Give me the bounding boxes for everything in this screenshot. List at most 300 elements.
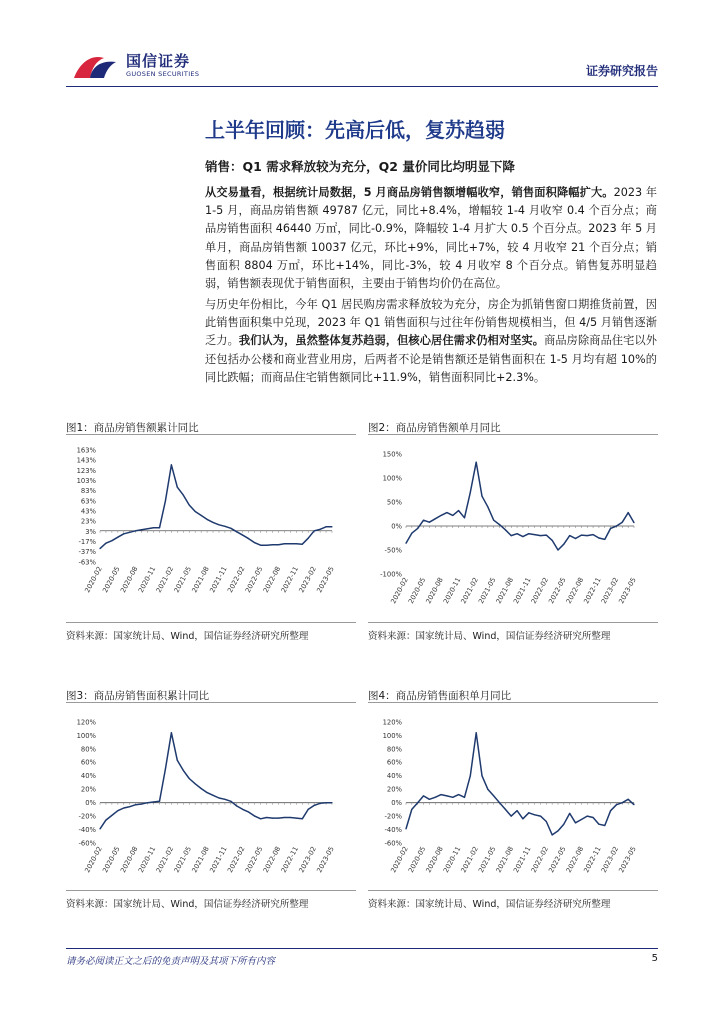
data-point — [212, 795, 213, 796]
x-tick-label: 2020-11 — [136, 565, 158, 595]
data-point — [405, 543, 406, 544]
chart-sales-area-monthly-yoy — [368, 706, 658, 891]
y-tick-label: 60% — [80, 758, 96, 767]
figure-source: 资料来源：国家统计局、Wind，国信证券经济研究所整理 — [66, 631, 309, 642]
data-point — [189, 504, 190, 505]
data-point — [165, 768, 166, 769]
data-point — [141, 529, 142, 530]
y-tick-label: 0% — [85, 799, 96, 808]
data-point — [464, 797, 465, 798]
y-tick-label: -40% — [78, 825, 96, 834]
y-tick-label: -100% — [380, 570, 402, 579]
data-point — [272, 544, 273, 545]
x-tick-label: 2022-02 — [226, 845, 247, 875]
data-point — [117, 810, 118, 811]
data-point — [254, 542, 255, 543]
x-tick-label: 2020-02 — [389, 576, 410, 606]
x-tick-label: 2021-02 — [154, 845, 176, 875]
x-tick-label: 2022-08 — [564, 845, 586, 875]
data-point — [171, 464, 172, 465]
data-point — [242, 535, 243, 536]
x-tick-label: 2021-05 — [172, 565, 193, 595]
figure-4 — [368, 684, 658, 914]
x-tick-label: 2020-11 — [136, 845, 158, 875]
data-point — [195, 511, 196, 512]
data-point — [177, 760, 178, 761]
y-tick-label: -60% — [384, 839, 402, 848]
x-tick-label: 2023-02 — [297, 565, 318, 595]
figure-source: 资料来源：国家统计局、Wind，国信证券经济研究所整理 — [368, 899, 611, 910]
data-point — [290, 543, 291, 544]
chart-sales-area-cumulative-yoy — [66, 706, 356, 891]
data-point — [405, 828, 406, 829]
data-point — [522, 818, 523, 819]
data-point — [302, 544, 303, 545]
figure-title-row — [66, 684, 356, 703]
figure-source-divider — [368, 890, 658, 891]
chart-sales-amount-cumulative-yoy — [66, 438, 356, 623]
data-point — [446, 512, 447, 513]
data-point — [308, 538, 309, 539]
data-point — [129, 806, 130, 807]
data-point — [622, 522, 623, 523]
data-point — [411, 533, 412, 534]
data-point — [616, 804, 617, 805]
y-tick-label: -60% — [78, 839, 96, 848]
figure-title-row — [368, 416, 658, 435]
x-tick-label: 2020-05 — [101, 565, 122, 595]
data-point — [429, 522, 430, 523]
data-point — [493, 795, 494, 796]
data-point — [628, 799, 629, 800]
data-point — [278, 818, 279, 819]
x-tick-label: 2022-11 — [279, 565, 301, 595]
data-point — [610, 528, 611, 529]
paragraph-lead: 从交易量看，根据统计局数据，5 月商品房销售额增幅收窄，销售面积降幅扩大。 — [205, 186, 614, 199]
y-tick-label: -20% — [384, 812, 402, 821]
x-tick-label: 2020-05 — [406, 845, 428, 875]
data-point — [195, 783, 196, 784]
y-tick-label: 0% — [391, 799, 402, 808]
data-point — [435, 518, 436, 519]
data-point — [284, 817, 285, 818]
data-point — [633, 522, 634, 523]
data-point — [224, 799, 225, 800]
x-tick-label: 2023-05 — [617, 845, 638, 875]
paragraph-body-a: 与历史年份相比，今年 Q1 居民购房需求释放较为充分，房企为抓销售窗口期推货前置，因此销售面积集中兑现，2023 年 Q1 销售面积与过往年份销售规模相当，但 4/5 月销售逐渐乏力。 — [205, 298, 657, 348]
data-point — [552, 834, 553, 835]
disclaimer-note: 请务必阅读正文之后的免责声明及其项下所有内容 — [66, 956, 276, 967]
y-tick-label: 40% — [80, 772, 96, 781]
y-tick-label: 43% — [80, 507, 96, 516]
data-point — [236, 531, 237, 532]
data-point — [236, 805, 237, 806]
data-point — [105, 820, 106, 821]
data-point — [552, 540, 553, 541]
x-tick-label: 2020-05 — [101, 845, 122, 875]
page-number: 5 — [651, 953, 658, 964]
x-tick-label: 2021-11 — [208, 845, 229, 875]
data-point — [557, 549, 558, 550]
y-tick-label: 40% — [386, 772, 402, 781]
data-point — [446, 795, 447, 796]
data-point — [546, 535, 547, 536]
data-point — [123, 533, 124, 534]
section-title: 上半年回顾：先高后低，复苏趋弱 — [205, 118, 505, 142]
data-point — [159, 801, 160, 802]
data-point — [153, 527, 154, 528]
data-point — [206, 792, 207, 793]
x-tick-label: 2021-11 — [512, 845, 533, 875]
data-point — [129, 532, 130, 533]
footer-divider — [66, 948, 658, 949]
x-tick-label: 2020-11 — [441, 576, 463, 606]
data-point — [135, 530, 136, 531]
data-point — [516, 533, 517, 534]
x-tick-label: 2022-08 — [564, 576, 586, 606]
data-point — [111, 815, 112, 816]
data-point — [331, 526, 332, 527]
data-point — [487, 506, 488, 507]
data-point — [505, 809, 506, 810]
y-tick-label: -20% — [78, 812, 96, 821]
x-tick-label: 2022-11 — [582, 845, 603, 875]
data-point — [141, 803, 142, 804]
data-point — [260, 545, 261, 546]
x-tick-label: 2020-02 — [389, 845, 410, 875]
data-point — [248, 811, 249, 812]
y-tick-label: 120% — [76, 718, 96, 727]
x-tick-label: 2023-05 — [315, 845, 336, 875]
data-point — [290, 817, 291, 818]
data-point — [278, 544, 279, 545]
x-tick-label: 2020-11 — [441, 845, 463, 875]
x-tick-label: 2020-08 — [424, 576, 445, 606]
x-tick-label: 2022-11 — [582, 576, 603, 606]
x-tick-label: 2020-08 — [119, 845, 140, 875]
data-point — [581, 819, 582, 820]
x-tick-label: 2021-05 — [477, 576, 498, 606]
data-point — [534, 814, 535, 815]
data-point — [569, 813, 570, 814]
data-point — [147, 528, 148, 529]
data-point — [481, 775, 482, 776]
data-point — [429, 799, 430, 800]
data-point — [99, 548, 100, 549]
x-tick-label: 2022-02 — [226, 565, 247, 595]
y-tick-label: 0% — [391, 522, 402, 531]
x-tick-label: 2023-02 — [599, 845, 621, 875]
data-point — [99, 828, 100, 829]
data-point — [464, 517, 465, 518]
data-point — [511, 535, 512, 536]
data-point — [147, 802, 148, 803]
y-tick-label: 123% — [76, 466, 96, 475]
data-point — [266, 545, 267, 546]
figure-source: 资料来源：国家统计局、Wind，国信证券经济研究所整理 — [66, 899, 309, 910]
data-point — [177, 487, 178, 488]
paragraph-body: 2023 年 1-5 月，商品房销售额 49787 亿元，同比+8.4%，增幅较 1-4 月收窄 0.4 个百分点；商品房销售面积 46440 万㎡，同比-0.9%，降幅较 1-4 月扩大 0.5 个百分点。2023 年 5 月单月，商品房销售额 10037 亿元，环比+9%，同比+7%，较 4 月收窄 21 个百分点；销售面积 8804 万㎡，环比+14%，同比-3%，较 4 月收窄 8 个百分点。销售复苏明显趋弱，销售额表现优于销售面积，主要由于销售均价仍在高位。 — [205, 186, 658, 291]
x-tick-label: 2021-02 — [154, 565, 176, 595]
figure-2 — [368, 416, 658, 646]
data-point — [105, 543, 106, 544]
figure-title-row — [368, 684, 658, 703]
data-point — [598, 824, 599, 825]
x-tick-label: 2021-02 — [459, 576, 480, 606]
data-point — [242, 809, 243, 810]
brand-name: 国信证券 — [126, 52, 191, 70]
data-point — [575, 822, 576, 823]
data-point — [260, 818, 261, 819]
data-point — [272, 818, 273, 819]
x-tick-label: 2023-05 — [617, 576, 638, 606]
figure-source-divider — [66, 622, 356, 623]
figure-1 — [66, 416, 356, 646]
figure-source-divider — [66, 890, 356, 891]
chart-sales-amount-monthly-yoy — [368, 438, 658, 623]
figure-title: 图3：商品房销售面积累计同比 — [66, 690, 210, 702]
data-point — [452, 515, 453, 516]
y-tick-label: 120% — [382, 718, 402, 727]
x-tick-label: 2021-11 — [512, 576, 533, 606]
y-tick-label: 63% — [80, 497, 96, 506]
y-tick-label: 100% — [76, 731, 96, 740]
x-tick-label: 2021-11 — [208, 565, 229, 595]
y-tick-label: 100% — [382, 731, 402, 740]
data-point — [201, 788, 202, 789]
data-point — [610, 810, 611, 811]
data-point — [296, 543, 297, 544]
x-tick-label: 2022-05 — [547, 845, 568, 875]
data-point — [528, 533, 529, 534]
data-point — [284, 543, 285, 544]
y-tick-label: 23% — [80, 517, 96, 526]
data-point — [435, 797, 436, 798]
paragraph-sales-volume — [205, 184, 657, 293]
data-point — [153, 801, 154, 802]
x-tick-label: 2020-02 — [83, 565, 104, 595]
data-point — [522, 536, 523, 537]
report-header — [0, 0, 724, 90]
y-tick-label: 143% — [76, 456, 96, 465]
data-point — [616, 525, 617, 526]
data-point — [458, 794, 459, 795]
data-point — [159, 527, 160, 528]
data-point — [622, 802, 623, 803]
document-type: 证券研究报告 — [585, 64, 658, 78]
data-point — [470, 775, 471, 776]
x-tick-label: 2020-05 — [406, 576, 428, 606]
data-point — [528, 812, 529, 813]
data-point — [417, 528, 418, 529]
figure-title: 图1：商品房销售额累计同比 — [66, 422, 199, 434]
y-tick-label: 60% — [386, 758, 402, 767]
data-point — [563, 824, 564, 825]
figure-source-divider — [368, 622, 658, 623]
data-point — [183, 770, 184, 771]
data-point — [587, 535, 588, 536]
data-point — [117, 537, 118, 538]
series-line — [100, 733, 332, 829]
data-point — [440, 515, 441, 516]
data-point — [320, 803, 321, 804]
x-tick-label: 2023-05 — [315, 565, 336, 595]
data-point — [230, 801, 231, 802]
data-point — [417, 802, 418, 803]
x-tick-label: 2020-08 — [424, 845, 445, 875]
x-tick-label: 2022-05 — [243, 565, 265, 595]
y-tick-label: 50% — [386, 498, 402, 507]
x-tick-label: 2021-05 — [477, 845, 498, 875]
data-point — [592, 817, 593, 818]
data-point — [499, 524, 500, 525]
data-point — [458, 510, 459, 511]
x-tick-label: 2022-08 — [261, 845, 283, 875]
data-point — [224, 526, 225, 527]
x-tick-label: 2021-02 — [459, 845, 480, 875]
data-point — [254, 816, 255, 817]
data-point — [331, 802, 332, 803]
data-point — [598, 537, 599, 538]
data-point — [201, 515, 202, 516]
x-tick-label: 2021-05 — [172, 845, 193, 875]
y-tick-label: 20% — [386, 785, 402, 794]
series-line — [406, 462, 634, 550]
series-line — [406, 733, 634, 835]
y-tick-label: 80% — [386, 745, 402, 754]
x-tick-label: 2022-05 — [243, 845, 265, 875]
data-point — [218, 797, 219, 798]
data-point — [165, 500, 166, 501]
figure-title: 图4：商品房销售面积单月同比 — [368, 690, 512, 702]
data-point — [452, 797, 453, 798]
y-tick-label: 103% — [76, 476, 96, 485]
data-point — [505, 529, 506, 530]
y-tick-label: -17% — [78, 538, 96, 547]
data-point — [563, 544, 564, 545]
section-subheading: 销售：Q1 需求释放较为充分，Q2 量价同比均明显下降 — [205, 159, 515, 174]
data-point — [499, 802, 500, 803]
data-point — [592, 534, 593, 535]
data-point — [206, 519, 207, 520]
data-point — [604, 825, 605, 826]
data-point — [111, 540, 112, 541]
data-point — [540, 816, 541, 817]
figure-title-row — [66, 416, 356, 435]
x-tick-label: 2023-02 — [599, 576, 621, 606]
data-point — [325, 526, 326, 527]
y-tick-label: 163% — [76, 446, 96, 455]
y-tick-label: -37% — [78, 548, 96, 557]
data-point — [302, 818, 303, 819]
figure-3 — [66, 684, 356, 914]
paragraph-historical-comparison — [205, 296, 657, 387]
y-tick-label: 150% — [382, 450, 402, 459]
y-tick-label: 83% — [80, 487, 96, 496]
data-point — [314, 805, 315, 806]
x-tick-label: 2022-02 — [529, 576, 551, 606]
data-point — [511, 816, 512, 817]
data-point — [183, 494, 184, 495]
x-tick-label: 2021-08 — [494, 845, 515, 875]
data-point — [569, 535, 570, 536]
data-point — [218, 524, 219, 525]
data-point — [266, 817, 267, 818]
data-point — [581, 535, 582, 536]
data-point — [575, 538, 576, 539]
figure-source: 资料来源：国家统计局、Wind，国信证券经济研究所整理 — [368, 631, 611, 642]
data-point — [248, 538, 249, 539]
data-point — [476, 462, 477, 463]
x-tick-label: 2021-08 — [494, 576, 515, 606]
data-point — [440, 794, 441, 795]
data-point — [587, 816, 588, 817]
y-tick-label: 80% — [80, 745, 96, 754]
data-point — [487, 789, 488, 790]
y-tick-label: -40% — [384, 825, 402, 834]
data-point — [423, 795, 424, 796]
data-point — [546, 821, 547, 822]
data-point — [212, 522, 213, 523]
data-point — [628, 512, 629, 513]
x-tick-label: 2022-11 — [279, 845, 301, 875]
x-tick-label: 2021-08 — [190, 845, 211, 875]
data-point — [423, 520, 424, 521]
data-point — [123, 807, 124, 808]
data-point — [411, 809, 412, 810]
series-line — [100, 465, 332, 549]
paragraph-body-b: 商品房除商品住宅以外还包括办公楼和商业营业用房，后两者不论是销售额还是销售面积在 1-5 月均有超 10%的同比跌幅；而商品住宅销售额同比+11.9%，销售面积同比+2.3%。 — [205, 334, 657, 384]
guosen-logo-icon — [70, 52, 120, 84]
data-point — [534, 534, 535, 535]
data-point — [516, 810, 517, 811]
header-divider — [66, 86, 658, 87]
data-point — [325, 802, 326, 803]
y-tick-label: 3% — [85, 527, 96, 536]
y-tick-label: 100% — [382, 474, 402, 483]
brand-name-en: GUOSEN SECURITIES — [126, 70, 200, 78]
x-tick-label: 2020-08 — [119, 565, 140, 595]
data-point — [476, 732, 477, 733]
data-point — [171, 732, 172, 733]
data-point — [470, 492, 471, 493]
x-tick-label: 2022-08 — [261, 565, 283, 595]
data-point — [320, 529, 321, 530]
data-point — [189, 778, 190, 779]
data-point — [633, 804, 634, 805]
data-point — [540, 535, 541, 536]
data-point — [135, 804, 136, 805]
x-tick-label: 2022-02 — [529, 845, 551, 875]
x-tick-label: 2020-02 — [83, 845, 104, 875]
data-point — [314, 530, 315, 531]
y-tick-label: -63% — [78, 558, 96, 567]
data-point — [557, 830, 558, 831]
paragraph-emphasis: 我们认为，虽然整体复苏趋弱，但核心居住需求仍相对坚实。 — [238, 334, 545, 348]
y-tick-label: -50% — [384, 546, 402, 555]
y-tick-label: 20% — [80, 785, 96, 794]
data-point — [493, 520, 494, 521]
data-point — [230, 528, 231, 529]
x-tick-label: 2021-08 — [190, 565, 211, 595]
data-point — [481, 496, 482, 497]
x-tick-label: 2022-05 — [547, 576, 568, 606]
figure-title: 图2：商品房销售额单月同比 — [368, 422, 501, 434]
x-tick-label: 2023-02 — [297, 845, 318, 875]
data-point — [296, 818, 297, 819]
data-point — [308, 809, 309, 810]
data-point — [604, 539, 605, 540]
